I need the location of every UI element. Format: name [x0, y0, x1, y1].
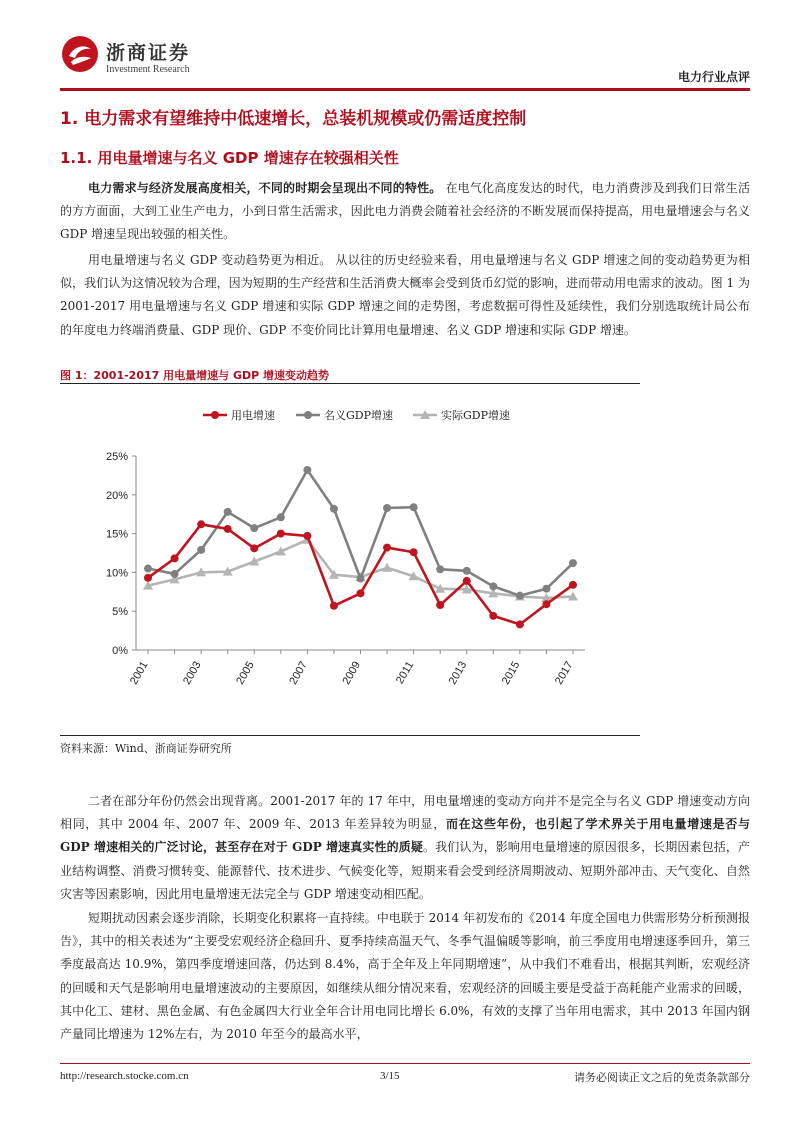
data-point-circle	[542, 600, 550, 608]
document-type: 电力行业点评	[677, 70, 750, 84]
paragraph-1-body: 在电气化高度发达的时代，电力消费涉及到我们日常生活的方方面面，大到工业生产电力，小到日常生活需求，因此电力消费会随着社会经济的不断发展而保持提高，用电量增速会与名义 GDP 增速呈现出较强的相关性。	[60, 181, 750, 242]
data-point-circle	[489, 612, 497, 620]
brand-logo-icon	[60, 34, 100, 74]
data-point-circle	[463, 577, 471, 585]
data-point-circle	[569, 559, 577, 567]
data-point-circle	[197, 546, 205, 554]
data-point-circle	[410, 503, 418, 511]
x-tick-label: 2005	[234, 659, 257, 687]
data-point-circle	[250, 544, 258, 552]
data-point-circle	[516, 592, 524, 600]
y-tick-label: 20%	[105, 489, 128, 502]
brand-name: 浙商证券	[106, 42, 191, 64]
line-chart	[60, 388, 640, 733]
y-tick-label: 15%	[105, 528, 128, 541]
data-point-circle	[144, 574, 152, 582]
data-point-circle	[516, 620, 524, 628]
figure-bottom-rule	[60, 735, 640, 736]
subsection-heading: 1.1. 用电量增速与名义 GDP 增速存在较强相关性	[60, 149, 399, 167]
paragraph-3-part-a: 二者在部分年份仍然会出现背离。2001-2017 年的 17 年中，用电量增速的变动方向并不是完全与名义 GDP 增速变动方向相同，其中 2004 年、2007 年、2009 年、2013 年差异较为明显，	[60, 794, 750, 832]
data-point-circle	[211, 411, 219, 419]
data-point-circle	[383, 504, 391, 512]
data-point-circle	[463, 567, 471, 575]
figure-top-rule	[60, 383, 640, 384]
disclaimer-note: 请务必阅读正文之后的免责条款部分	[574, 1071, 750, 1084]
series-line	[148, 540, 573, 598]
x-tick-label: 2003	[181, 659, 204, 687]
page-header	[60, 30, 750, 88]
figure-title: 图 1：2001-2017 用电量增速与 GDP 增速变动趋势	[60, 369, 329, 382]
x-tick-label: 2015	[499, 659, 523, 687]
paragraph-2: 用电量增速与名义 GDP 变动趋势更为相近。 从以往的历史经验来看，用电量增速与名义 GDP 增速之间的变动趋势更为相似，我们认为这情况较为合理，因为短期的生产经营和生活消费大概率会受到货币幻觉的影响，进而带动用电需求的波动。图 1 为 2001-2017 用电量增速与名义 GDP 增速和实际 GDP 增速之间的走势图，考虑数据可得性及延续性，我们分别选取统计局公布的年度电力终端消费量、GDP 现价、GDP 不变价同比计算用电量增速、名义 GDP 增速和实际 GDP 增速。	[60, 253, 750, 337]
data-point-circle	[410, 548, 418, 556]
brand-name-en: Investment Research	[106, 64, 190, 75]
paragraph-4: 短期扰动因素会逐步消除，长期变化积累将一直持续。中电联于 2014 年初发布的《2014 年度全国电力供需形势分析预测报告》，其中的相关表述为“主要受宏观经济企稳回升、夏季持续高温天气、冬季气温偏暖等影响，前三季度用电增速逐季回升，第三季度最高达 10.9%，第四季度增速回落，仍达到 8.4%，高于全年及上年同期增速”，从中我们不难看出，根据其判断，宏观经济的回暖和天气是影响用电量增速波动的主要原因，如继续从细分情况来看，宏观经济的回暖主要是受益于高耗能产业需求的回暖，其中化工、建材、黑色金属、有色金属四大行业全年合计用电同比增长 6.0%，有效的支撑了当年用电需求，其中 2013 年国内钢产量同比增速为 12%左右，为 2010 年至今的最高水平，	[60, 911, 750, 1042]
y-tick-label: 0%	[112, 645, 128, 657]
data-point-circle	[542, 585, 550, 593]
data-point-circle	[357, 589, 365, 597]
page-number: 3/15	[380, 1070, 400, 1082]
x-tick-label: 2009	[340, 659, 364, 687]
header-rule	[60, 88, 750, 91]
data-point-circle	[489, 582, 497, 590]
data-point-circle	[303, 466, 311, 474]
x-tick-label: 2007	[287, 659, 310, 687]
legend-label: 名义GDP增速	[324, 409, 394, 422]
data-point-circle	[383, 544, 391, 552]
data-point-circle	[224, 508, 232, 516]
x-tick-label: 2017	[552, 659, 576, 687]
data-point-circle	[277, 513, 285, 521]
paragraph-3-part-b: 。我们认为，影响用电量增速的原因很多，长期因素包括，产业结构调整、消费习惯转变、能源替代、技术进步、气候变化等，短期来看会受到经济周期波动、短期外部冲击、天气变化、自然灾害等因素影响，因此用电量增速无法完全与 GDP 增速变动相匹配。	[60, 840, 750, 901]
data-point-circle	[144, 565, 152, 573]
data-point-circle	[224, 525, 232, 533]
footer-url[interactable]: http://research.stocke.com.cn	[60, 1070, 189, 1082]
legend-label: 实际GDP增速	[441, 409, 511, 422]
data-point-circle	[171, 570, 179, 578]
y-tick-label: 10%	[105, 567, 128, 580]
data-point-triangle	[382, 563, 392, 572]
data-point-circle	[250, 524, 258, 532]
data-point-circle	[171, 554, 179, 562]
footer-rule	[60, 1063, 750, 1064]
data-point-circle	[330, 505, 338, 513]
chart-container	[60, 388, 640, 733]
x-tick-label: 2001	[127, 659, 151, 687]
data-point-circle	[330, 602, 338, 610]
section-heading: 1. 电力需求有望维持中低速增长，总装机规模或仍需适度控制	[60, 109, 527, 129]
legend-label: 用电增速	[231, 409, 275, 422]
data-point-circle	[569, 581, 577, 589]
data-point-circle	[304, 411, 312, 419]
paragraph-3	[60, 790, 750, 906]
x-tick-label: 2011	[394, 659, 417, 686]
figure-source: 资料来源：Wind、浙商证券研究所	[60, 742, 232, 755]
data-point-circle	[277, 530, 285, 538]
paragraph-1	[60, 177, 750, 247]
data-point-circle	[303, 532, 311, 540]
data-point-circle	[436, 565, 444, 573]
paragraph-1-lead: 电力需求与经济发展高度相关，不同的时期会呈现出不同的特性。	[88, 181, 442, 195]
y-tick-label: 25%	[105, 451, 128, 463]
y-tick-label: 5%	[112, 606, 128, 619]
paragraph-3-emphasis: 而在这些年份，也引起了学术界关于用电量增速是否与 GDP 增速相关的广泛讨论，甚至存在对于 GDP 增速真实性的质疑	[60, 817, 750, 855]
data-point-circle	[436, 601, 444, 609]
data-point-circle	[357, 575, 365, 583]
data-point-circle	[197, 520, 205, 528]
x-tick-label: 2013	[446, 659, 470, 687]
